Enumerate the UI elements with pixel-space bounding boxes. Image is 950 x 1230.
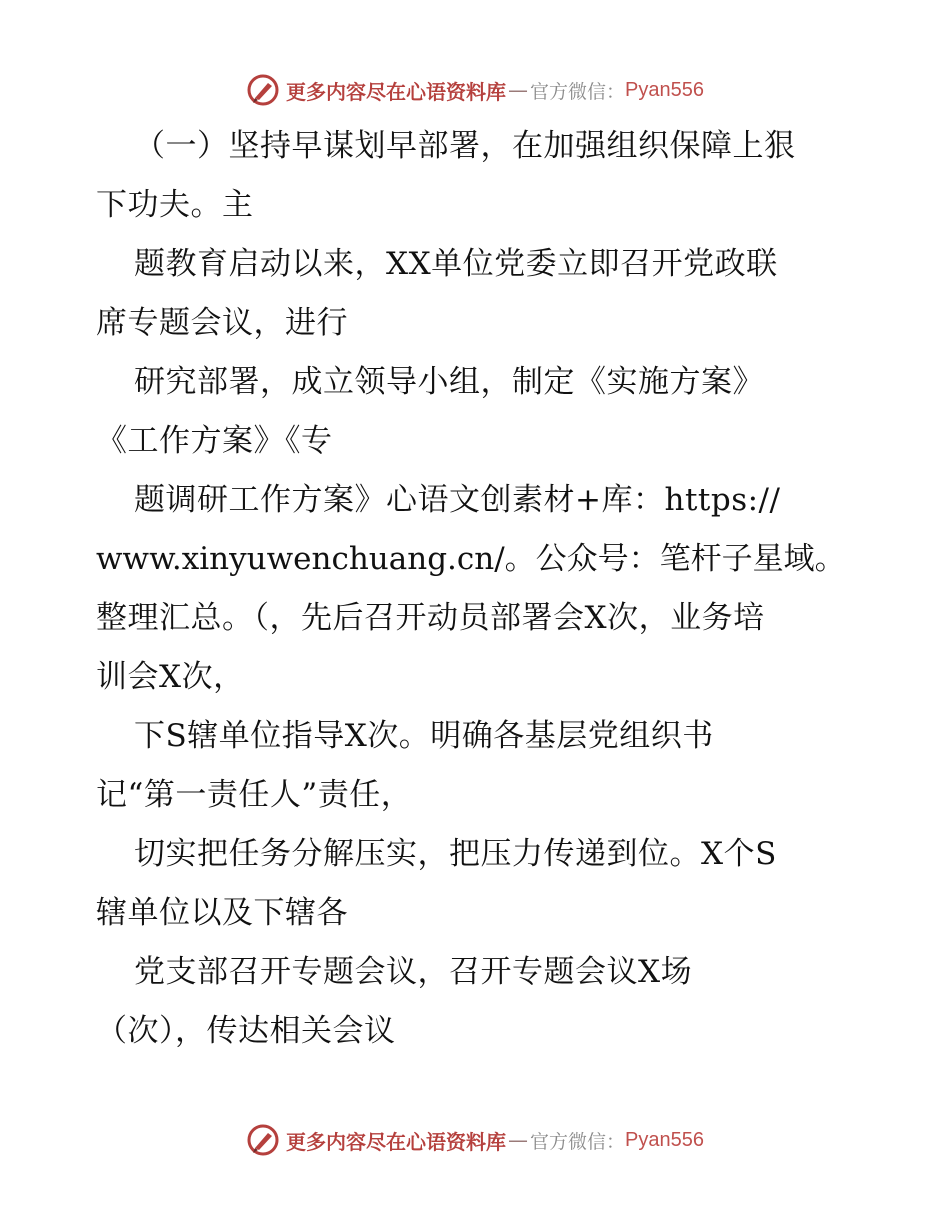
body-line-4: 席专题会议，进行 [96, 305, 348, 341]
footer-site-text: 更多内容尽在心语资料库 [286, 1129, 506, 1154]
body-line-1: （一）坚持早谋划早部署，在加强组织保障上狠 [134, 128, 796, 164]
footer-wechat-label: 官方微信： [530, 1130, 626, 1153]
body-line-16: （次），传达相关会议 [96, 1013, 396, 1049]
body-line-5: 研究部署，成立领导小组，制定《实施方案》 [134, 364, 764, 400]
body-line-9: 整理汇总。（，先后召开动员部署会X次，业务培 [96, 600, 765, 636]
body-line-3: 题教育启动以来，XX单位党委立即召开党政联 [134, 246, 778, 282]
pen-logo-icon [246, 1123, 280, 1157]
footer-banner [0, 1120, 950, 1160]
body-line-13: 切实把任务分解压实，把压力传递到位。X个S [134, 836, 777, 872]
body-line-12: 记“第一责任人”责任， [96, 777, 413, 813]
header-banner [0, 70, 950, 110]
body-line-7: 题调研工作方案》心语文创素材+库：https:// [134, 482, 781, 518]
footer-separator: — [508, 1128, 528, 1152]
footer-wechat-id: Pyan556 [625, 1128, 704, 1151]
body-line-2: 下功夫。主 [96, 187, 254, 223]
header-separator: — [508, 78, 528, 102]
header-wechat-id: Pyan556 [625, 78, 704, 101]
header-site-text: 更多内容尽在心语资料库 [286, 79, 506, 104]
body-line-11: 下S辖单位指导X次。明确各基层党组织书 [134, 718, 714, 754]
pen-logo-icon [246, 73, 280, 107]
header-wechat-label: 官方微信： [530, 80, 626, 103]
body-line-10: 训会X次， [96, 659, 245, 695]
body-line-14: 辖单位以及下辖各 [96, 895, 348, 931]
body-line-6: 《工作方案》《专 [96, 423, 333, 459]
body-line-15: 党支部召开专题会议，召开专题会议X场 [134, 954, 693, 990]
body-line-8: www.xinyuwenchuang.cn/。公众号：笔杆子星域。 [96, 541, 846, 577]
